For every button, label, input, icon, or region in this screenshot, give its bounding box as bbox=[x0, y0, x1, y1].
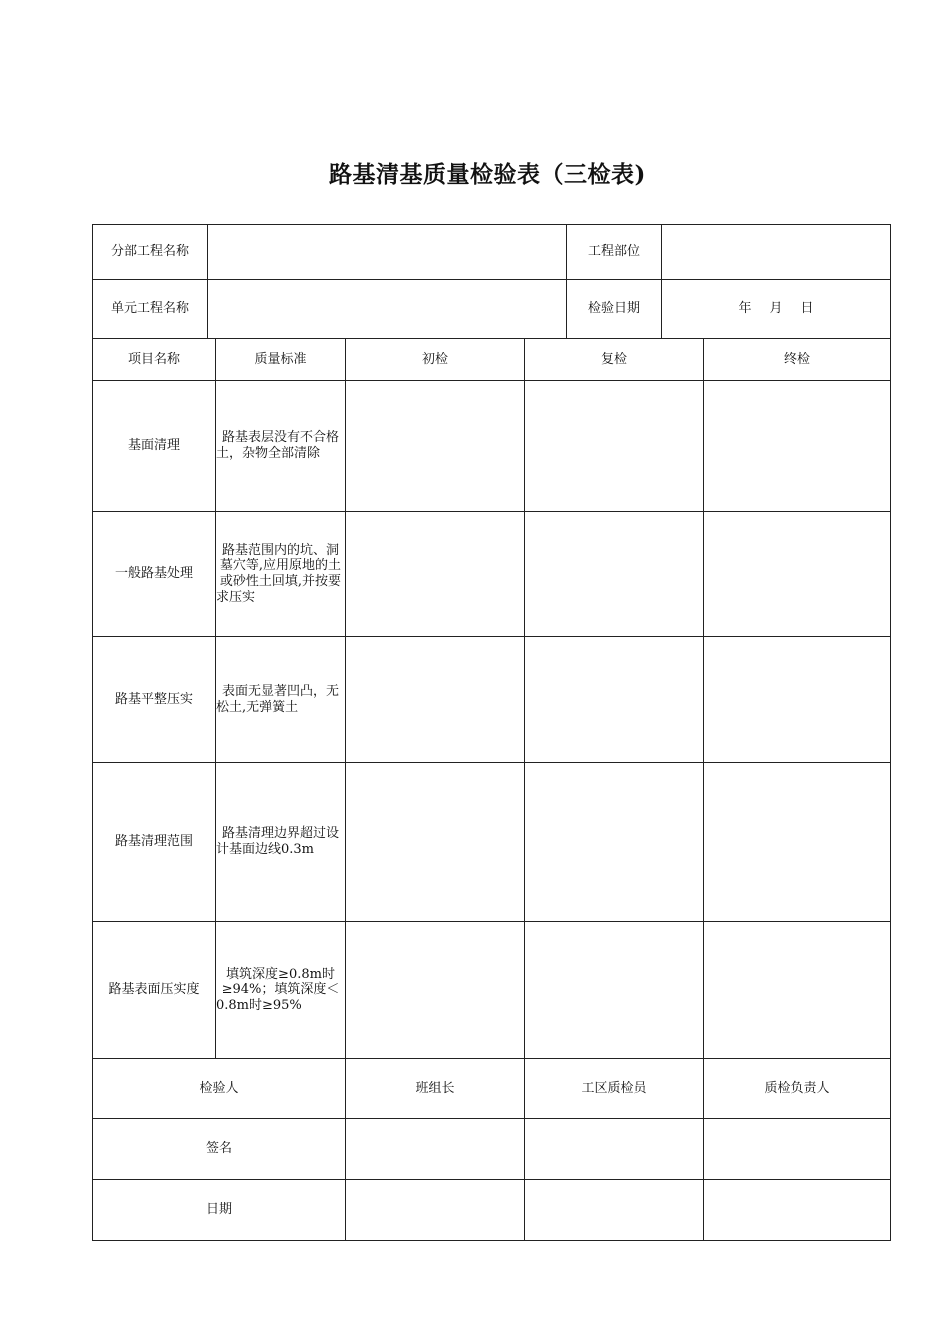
second-check-cell[interactable] bbox=[525, 512, 704, 637]
page-title: 路基清基质量检验表（三检表) bbox=[329, 161, 646, 188]
qc-head-signature-field[interactable] bbox=[704, 1119, 891, 1180]
signature-label: 签名 bbox=[93, 1119, 346, 1180]
inspection-date-label: 检验日期 bbox=[567, 280, 662, 339]
final-check-cell[interactable] bbox=[704, 637, 891, 763]
final-check-cell[interactable] bbox=[704, 922, 891, 1059]
row-item: 路基清理范围 bbox=[93, 763, 216, 922]
inspector-label: 检验人 bbox=[93, 1059, 346, 1119]
table-row bbox=[93, 922, 891, 1059]
row-standard: 路基清理边界超过设计基面边线0.3m bbox=[216, 763, 346, 922]
first-check-cell[interactable] bbox=[346, 637, 525, 763]
inspection-date-field[interactable] bbox=[662, 280, 891, 339]
signature-row bbox=[93, 1119, 891, 1180]
second-check-cell[interactable] bbox=[525, 922, 704, 1059]
second-check-cell[interactable] bbox=[525, 763, 704, 922]
date-year: 年 bbox=[738, 301, 752, 317]
division-name-field[interactable] bbox=[208, 225, 567, 280]
unit-name-label: 单元工程名称 bbox=[93, 280, 208, 339]
qc-head-date-field[interactable] bbox=[704, 1180, 891, 1241]
area-qc-label: 工区质检员 bbox=[525, 1059, 704, 1119]
header-item: 项目名称 bbox=[93, 339, 216, 381]
table-row bbox=[93, 512, 891, 637]
team-leader-label: 班组长 bbox=[346, 1059, 525, 1119]
row-item: 基面清理 bbox=[93, 381, 216, 512]
row-standard: 表面无显著凹凸，无松土,无弹簧土 bbox=[216, 637, 346, 763]
info-row-division bbox=[93, 225, 891, 280]
second-check-cell[interactable] bbox=[525, 637, 704, 763]
area-qc-date-field[interactable] bbox=[525, 1180, 704, 1241]
second-check-cell[interactable] bbox=[525, 381, 704, 512]
header-second-check: 复检 bbox=[525, 339, 704, 381]
area-qc-signature-field[interactable] bbox=[525, 1119, 704, 1180]
first-check-cell[interactable] bbox=[346, 763, 525, 922]
date-month: 月 bbox=[769, 301, 783, 317]
date-row bbox=[93, 1180, 891, 1241]
inspection-table bbox=[92, 224, 891, 1241]
date-label: 日期 bbox=[93, 1180, 346, 1241]
row-item: 路基平整压实 bbox=[93, 637, 216, 763]
info-row-unit bbox=[93, 280, 891, 339]
signoff-header-row bbox=[93, 1059, 891, 1119]
final-check-cell[interactable] bbox=[704, 381, 891, 512]
division-name-label: 分部工程名称 bbox=[93, 225, 208, 280]
table-row bbox=[93, 763, 891, 922]
location-label: 工程部位 bbox=[567, 225, 662, 280]
unit-name-field[interactable] bbox=[208, 280, 567, 339]
table-row bbox=[93, 637, 891, 763]
first-check-cell[interactable] bbox=[346, 381, 525, 512]
row-standard: 路基范围内的坑、洞墓穴等,应用原地的土或砂性土回填,并按要求压实 bbox=[216, 512, 346, 637]
first-check-cell[interactable] bbox=[346, 512, 525, 637]
final-check-cell[interactable] bbox=[704, 512, 891, 637]
team-leader-signature-field[interactable] bbox=[346, 1119, 525, 1180]
header-standard: 质量标准 bbox=[216, 339, 346, 381]
table-row bbox=[93, 381, 891, 512]
header-first-check: 初检 bbox=[346, 339, 525, 381]
first-check-cell[interactable] bbox=[346, 922, 525, 1059]
header-final-check: 终检 bbox=[704, 339, 891, 381]
row-item: 一般路基处理 bbox=[93, 512, 216, 637]
header-row bbox=[93, 339, 891, 381]
location-field[interactable] bbox=[662, 225, 891, 280]
row-standard: 路基表层没有不合格土，杂物全部清除 bbox=[216, 381, 346, 512]
team-leader-date-field[interactable] bbox=[346, 1180, 525, 1241]
qc-head-label: 质检负责人 bbox=[704, 1059, 891, 1119]
row-standard: 填筑深度≥0.8m时≥94%；填筑深度＜0.8m时≥95% bbox=[216, 922, 346, 1059]
row-item: 路基表面压实度 bbox=[93, 922, 216, 1059]
date-day: 日 bbox=[800, 301, 814, 317]
final-check-cell[interactable] bbox=[704, 763, 891, 922]
